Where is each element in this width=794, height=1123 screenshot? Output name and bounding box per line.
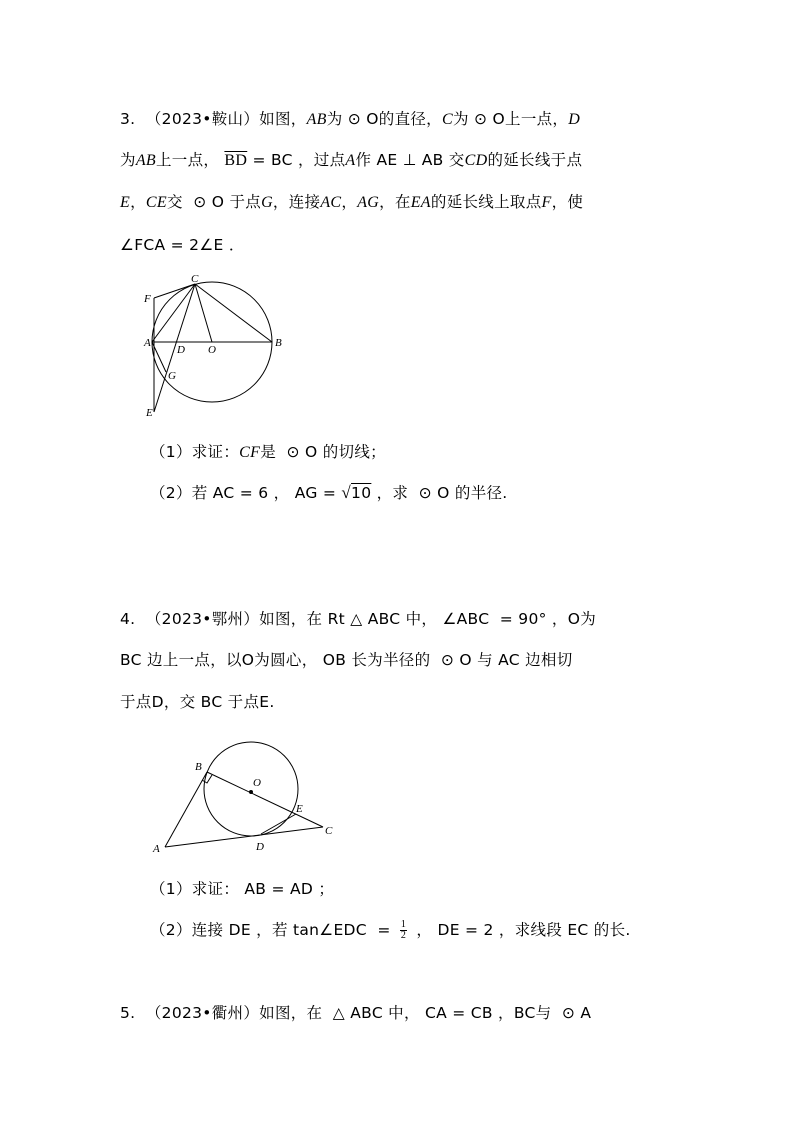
problem-3-line-1: 3. （2023•鞍山）如图，AB为 ⊙ O的直径，C为 ⊙ O上一点，D xyxy=(120,110,581,128)
segment-co xyxy=(195,284,212,342)
center-dot xyxy=(249,790,253,794)
label-f: F xyxy=(144,293,151,305)
label-c: C xyxy=(325,825,333,837)
problem-4-part-2: （2）连接 DE ，若 tan∠EDC = $\frac{1}{2}$ ， DE = 2 ，求线段 EC 的长. xyxy=(150,919,631,941)
label-b: B xyxy=(195,761,202,773)
segment-ac xyxy=(165,827,323,847)
label-a: A xyxy=(144,337,151,349)
radicand: 10 xyxy=(351,484,372,502)
segment-ca xyxy=(152,284,195,342)
circle-o xyxy=(204,742,298,836)
segment-ba xyxy=(165,772,207,847)
problem-3-part-2: （2）若 AC = 6 ， AG = √10 ，求 ⊙ O 的半径. xyxy=(150,483,508,502)
problem-5-number: 5. xyxy=(120,1004,136,1022)
problem-3-source: （2023•鞍山） xyxy=(145,110,260,128)
problem-3-part-1: （1）求证：CF是 ⊙ O 的切线； xyxy=(150,443,386,461)
fraction-one-half: $\frac{1}{2}$ xyxy=(400,919,407,941)
label-o: O xyxy=(208,344,216,356)
problem-4-number: 4. xyxy=(120,610,136,628)
problem-5-line-1: 5. （2023•衢州）如图，在 △ ABC 中， CA = CB ，BC与 ⊙ A xyxy=(120,1004,592,1022)
label-o: O xyxy=(253,777,261,789)
label-e: E xyxy=(296,803,303,815)
arc-bd: $\overline{BD}$ xyxy=(224,152,248,169)
label-c: C xyxy=(191,273,199,285)
label-d: D xyxy=(256,841,264,853)
label-b: B xyxy=(275,337,282,349)
problem-3-figure xyxy=(140,272,300,422)
problem-3-line-2: 为AB上一点， $\overline{BD}$ = BC ，过点A作 AE ⊥ AB 交CD的延长线于点 xyxy=(120,151,583,169)
circle-symbol: ⊙ xyxy=(474,110,488,128)
circle-symbol: ⊙ xyxy=(561,1004,576,1022)
problem-3-line-3: E，CE交 ⊙ O 于点G，连接AC，AG，在EA的延长线上取点F，使 xyxy=(120,193,584,211)
circle-symbol: ⊙ xyxy=(347,110,362,128)
label-e: E xyxy=(146,407,153,419)
circle-symbol: ⊙ xyxy=(193,193,207,211)
problem-4-source: （2023•鄂州） xyxy=(145,610,260,628)
segment-fc xyxy=(154,284,195,298)
label-d: D xyxy=(177,344,185,356)
circle-symbol: ⊙ xyxy=(286,443,300,461)
label-a: A xyxy=(153,843,160,855)
problem-4-figure xyxy=(145,740,345,860)
problem-4-line-1: 4. （2023•鄂州）如图，在 Rt △ ABC 中， ∠ABC = 90° ，O为 xyxy=(120,610,596,628)
problem-5-source: （2023•衢州） xyxy=(145,1004,260,1022)
circle-symbol: ⊙ xyxy=(418,484,432,502)
problem-4-line-2: BC 边上一点，以O为圆心， OB 长为半径的 ⊙ O 与 AC 边相切 xyxy=(120,651,573,669)
problem-4-line-3: 于点D，交 BC 于点E. xyxy=(120,693,275,711)
label-g: G xyxy=(168,370,176,382)
sqrt-symbol: √ xyxy=(341,483,352,502)
circle-symbol: ⊙ xyxy=(440,651,455,669)
problem-4-part-1: （1）求证： AB = AD ； xyxy=(150,880,335,898)
problem-3-line-4: ∠FCA = 2∠E ． xyxy=(120,236,245,254)
problem-3-number: 3. xyxy=(120,110,136,128)
segment-ce xyxy=(154,284,195,412)
segment-bc xyxy=(207,772,323,827)
segment-cb xyxy=(195,284,272,342)
